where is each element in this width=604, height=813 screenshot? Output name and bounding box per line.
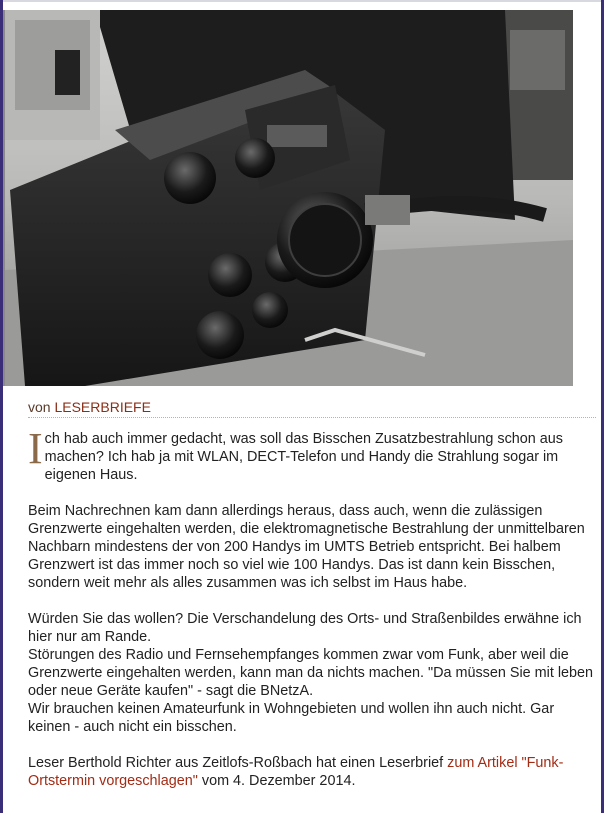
author-link[interactable]: LESERBRIEFE [54, 399, 151, 415]
paragraph-3-line-3: Wir brauchen keinen Amateurfunk in Wohngebieten und wollen ihn auch nicht. Gar keinen - auch nicht ein bisschen. [28, 701, 555, 735]
radio-transceiver-image [5, 10, 573, 386]
window-top-edge [0, 0, 604, 2]
paragraph-4-after: vom 4. Dezember 2014. [197, 773, 356, 789]
dotted-divider [28, 417, 596, 418]
header-photo [5, 10, 573, 386]
paragraph-1-text: ch hab auch immer gedacht, was soll das Bisschen Zusatzbestrahlung schon aus machen? Ich hab ja mit WLAN, DECT-Telefon und Handy die Strahlung sogar im eigenen Haus. [44, 431, 564, 483]
byline-prefix: von [28, 399, 51, 415]
paragraph-3-line-2: Störungen des Radio und Fernsehempfanges kommen zwar vom Funk, aber weil die Grenzwerte eingehalten werden, kann man da nichts machen. "Da müssen Sie mit leben oder neue Geräte kaufen" - sagt die BNetzA. [28, 647, 594, 699]
paragraph-4 [28, 754, 598, 790]
paragraph-1 [28, 424, 598, 484]
drop-cap: I [28, 424, 43, 473]
paragraph-2: Beim Nachrechnen kam dann allerdings heraus, dass auch, wenn die zulässigen Grenzwerte eingehalten werden, die elektromagnetische Bestrahlung der unmittelbaren Nachbarn mindestens der von 200 Handys im UMTS Betrieb entspricht. Bei halbem Grenzwert ist das immer noch so viel wie 100 Handys. Das ist dann kein Bisschen, sondern weit mehr als alles zusammen was ich selbst im Haus habe. [28, 503, 585, 591]
paragraph-3 [28, 610, 598, 736]
paragraph-4-before: Leser Berthold Richter aus Zeitlofs-Roßbach hat einen Leserbrief [28, 755, 448, 771]
paragraph-3-line-1: Würden Sie das wollen? Die Verschandelung des Orts- und Straßenbildes erwähne ich hier nur am Rande. [28, 611, 582, 645]
byline [28, 399, 151, 415]
article-link[interactable]: zum Artikel "Funk-Ortstermin vorgeschlagen" [28, 755, 564, 789]
letter-body [28, 424, 598, 808]
